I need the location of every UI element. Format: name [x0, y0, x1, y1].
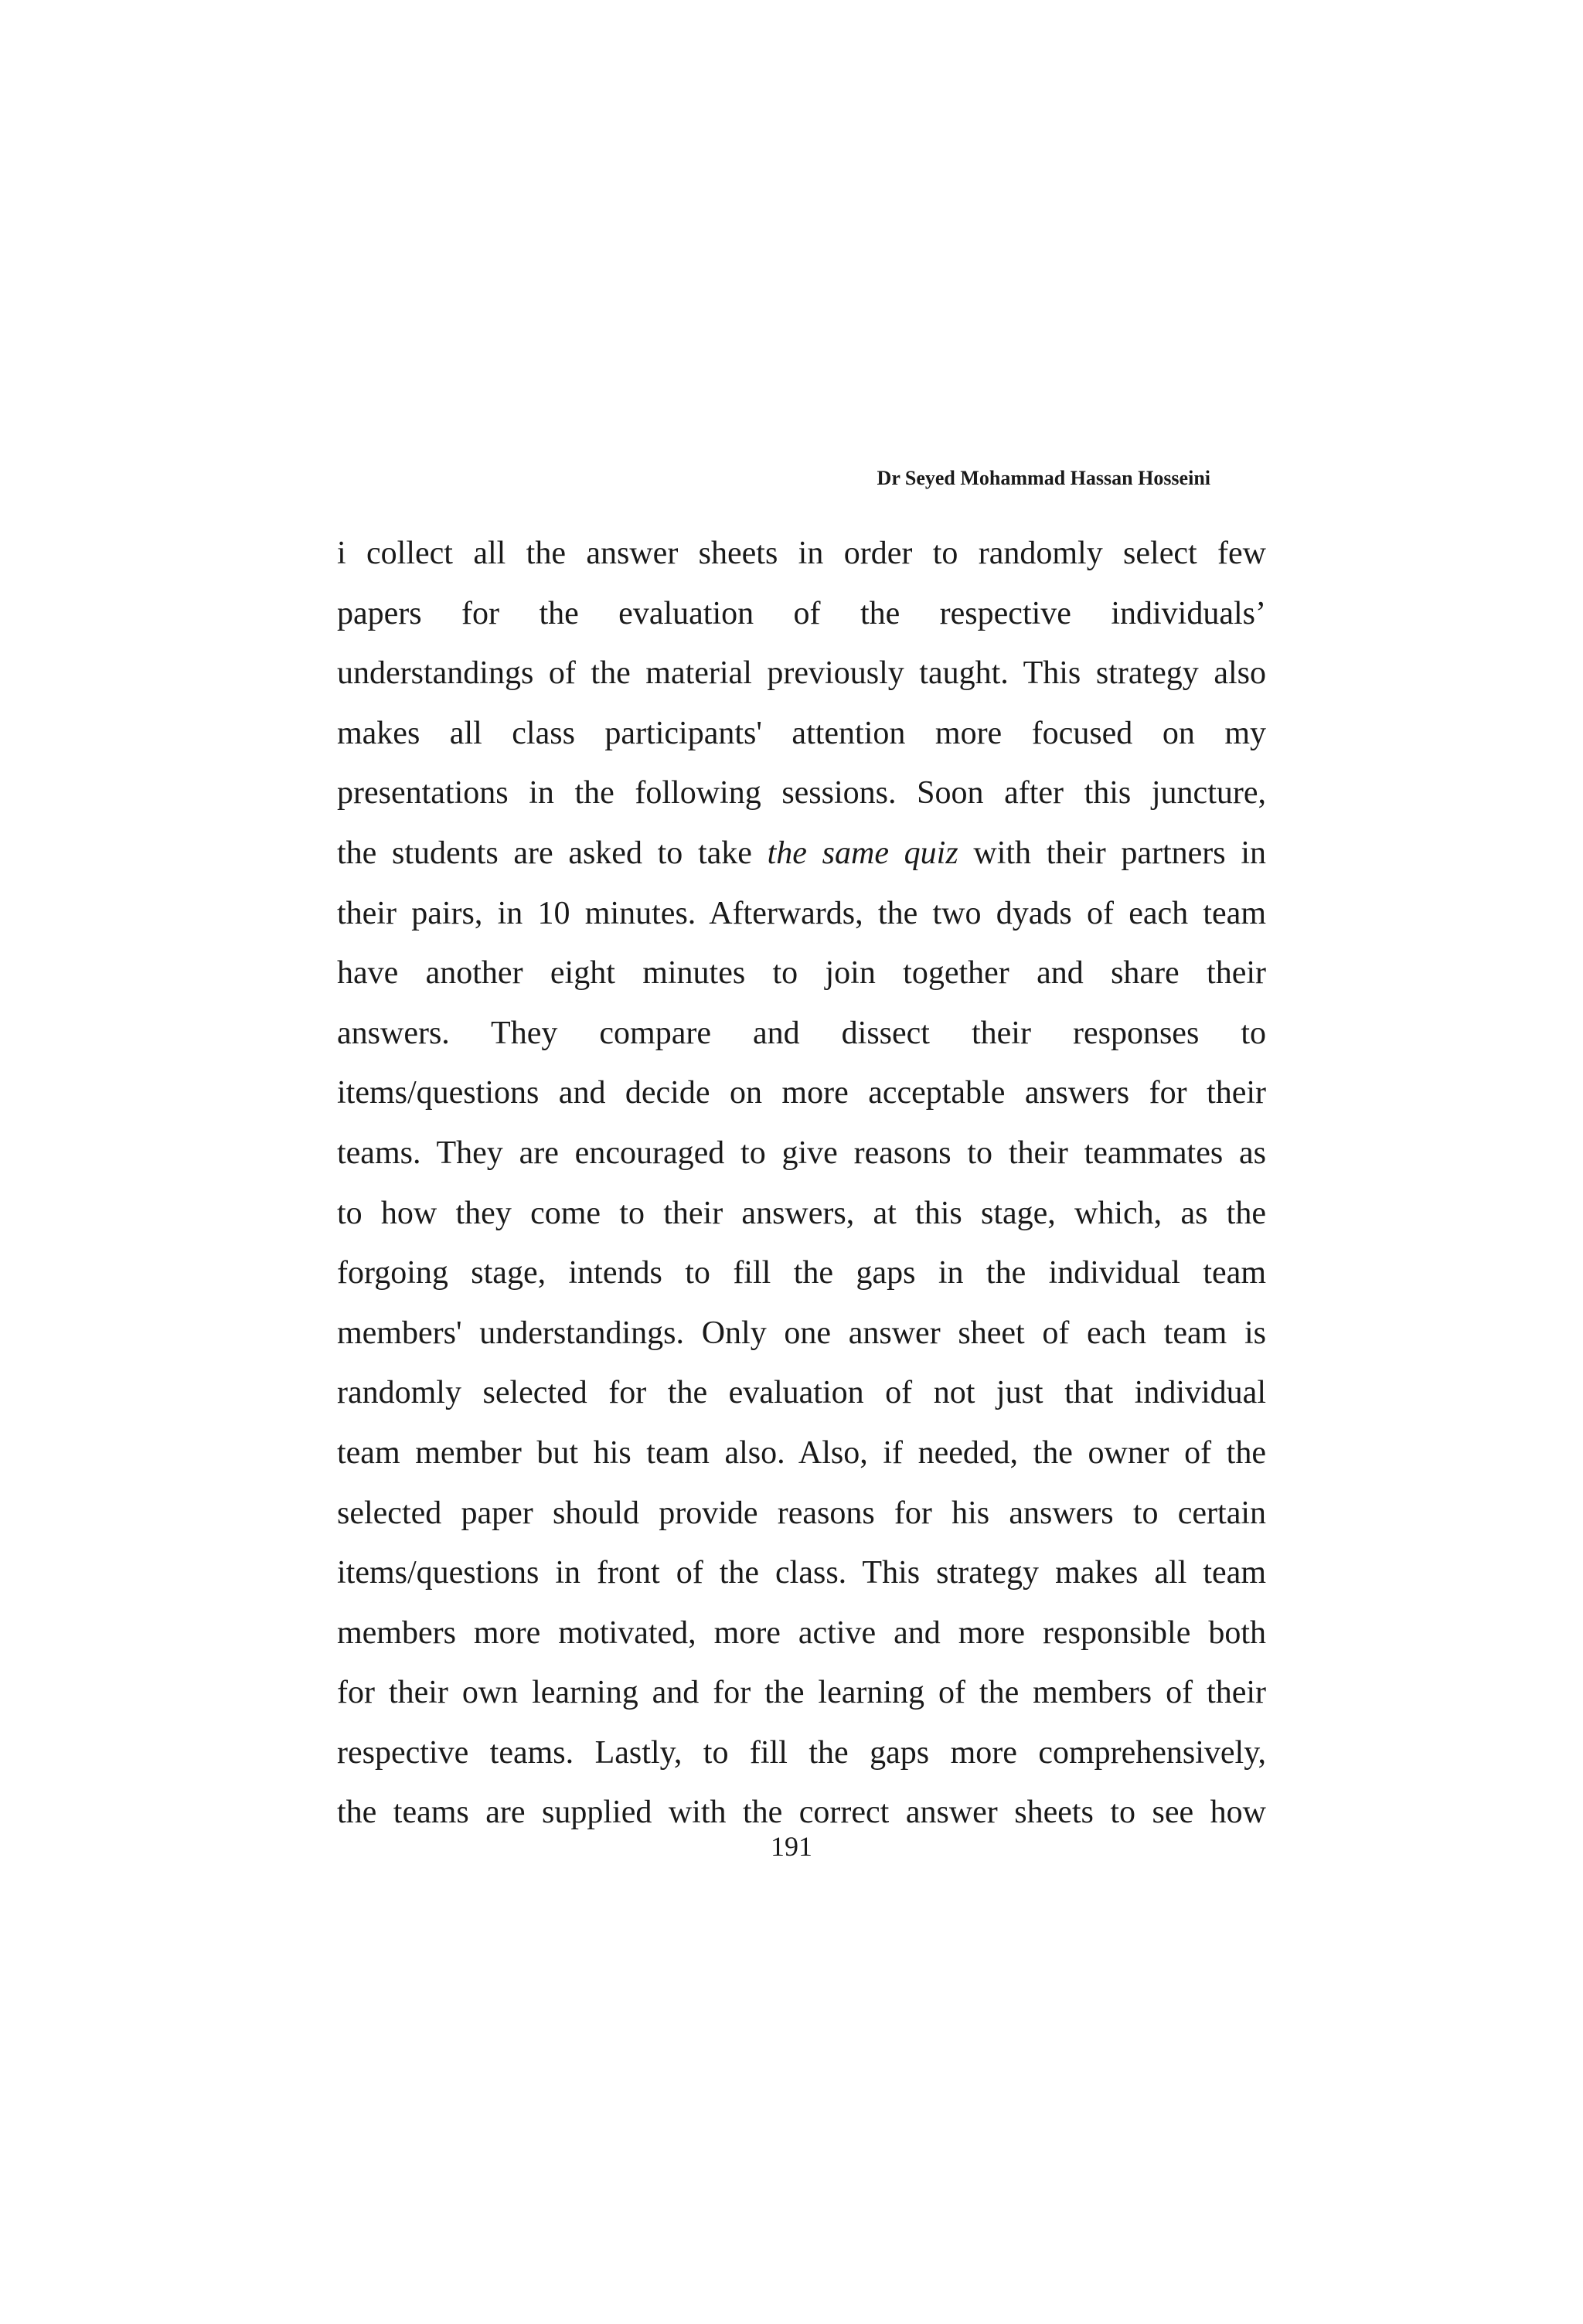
text-segment: the students are asked to take [337, 835, 768, 871]
text-segment: with their partners in [958, 835, 1267, 871]
body-text [337, 524, 1266, 1843]
text-line: members' understandings. Only one answer sheet of each team is [337, 1315, 1266, 1351]
text-line: the teams are supplied with the correct answer sheets to see how [337, 1795, 1266, 1831]
text-line: team member but his team also. Also, if needed, the owner of the [337, 1434, 1266, 1471]
text-line: randomly selected for the evaluation of not just that individual [337, 1375, 1266, 1411]
page-number: 191 [771, 1831, 812, 1862]
text-line: respective teams. Lastly, to fill the gaps more comprehensively, [337, 1734, 1266, 1771]
emphasis-quiz: the same quiz [767, 835, 958, 871]
text-line: members more motivated, more active and more responsible both [337, 1615, 1266, 1651]
text-line: items/questions in front of the class. This strategy makes all team [337, 1555, 1266, 1591]
text-line: answers. They compare and dissect their responses to [337, 1015, 1266, 1051]
running-head-author: Dr Seyed Mohammad Hassan Hosseini [877, 467, 1210, 489]
text-line: items/questions and decide on more acceptable answers for their [337, 1075, 1266, 1111]
text-line: selected paper should provide reasons for his answers to certain [337, 1495, 1266, 1531]
text-line: have another eight minutes to join together and share their [337, 955, 1266, 992]
text-line: their pairs, in 10 minutes. Afterwards, the two dyads of each team [337, 895, 1266, 931]
text-line: presentations in the following sessions. Soon after this juncture, [337, 775, 1266, 812]
text-line: i collect all the answer sheets in order to randomly select few [337, 536, 1266, 571]
text-line: forgoing stage, intends to fill the gaps in the individual team [337, 1255, 1266, 1291]
text-line: understandings of the material previously taught. This strategy also [337, 655, 1266, 692]
text-line: teams. They are encouraged to give reasons to their teammates as [337, 1135, 1266, 1171]
text-line: papers for the evaluation of the respective individuals’ [337, 595, 1266, 631]
text-line: makes all class participants' attention more focused on my [337, 715, 1266, 751]
text-line-with-emphasis [337, 824, 1266, 884]
text-line: to how they come to their answers, at this stage, which, as the [337, 1195, 1266, 1231]
text-line: for their own learning and for the learning of the members of their [337, 1675, 1266, 1711]
